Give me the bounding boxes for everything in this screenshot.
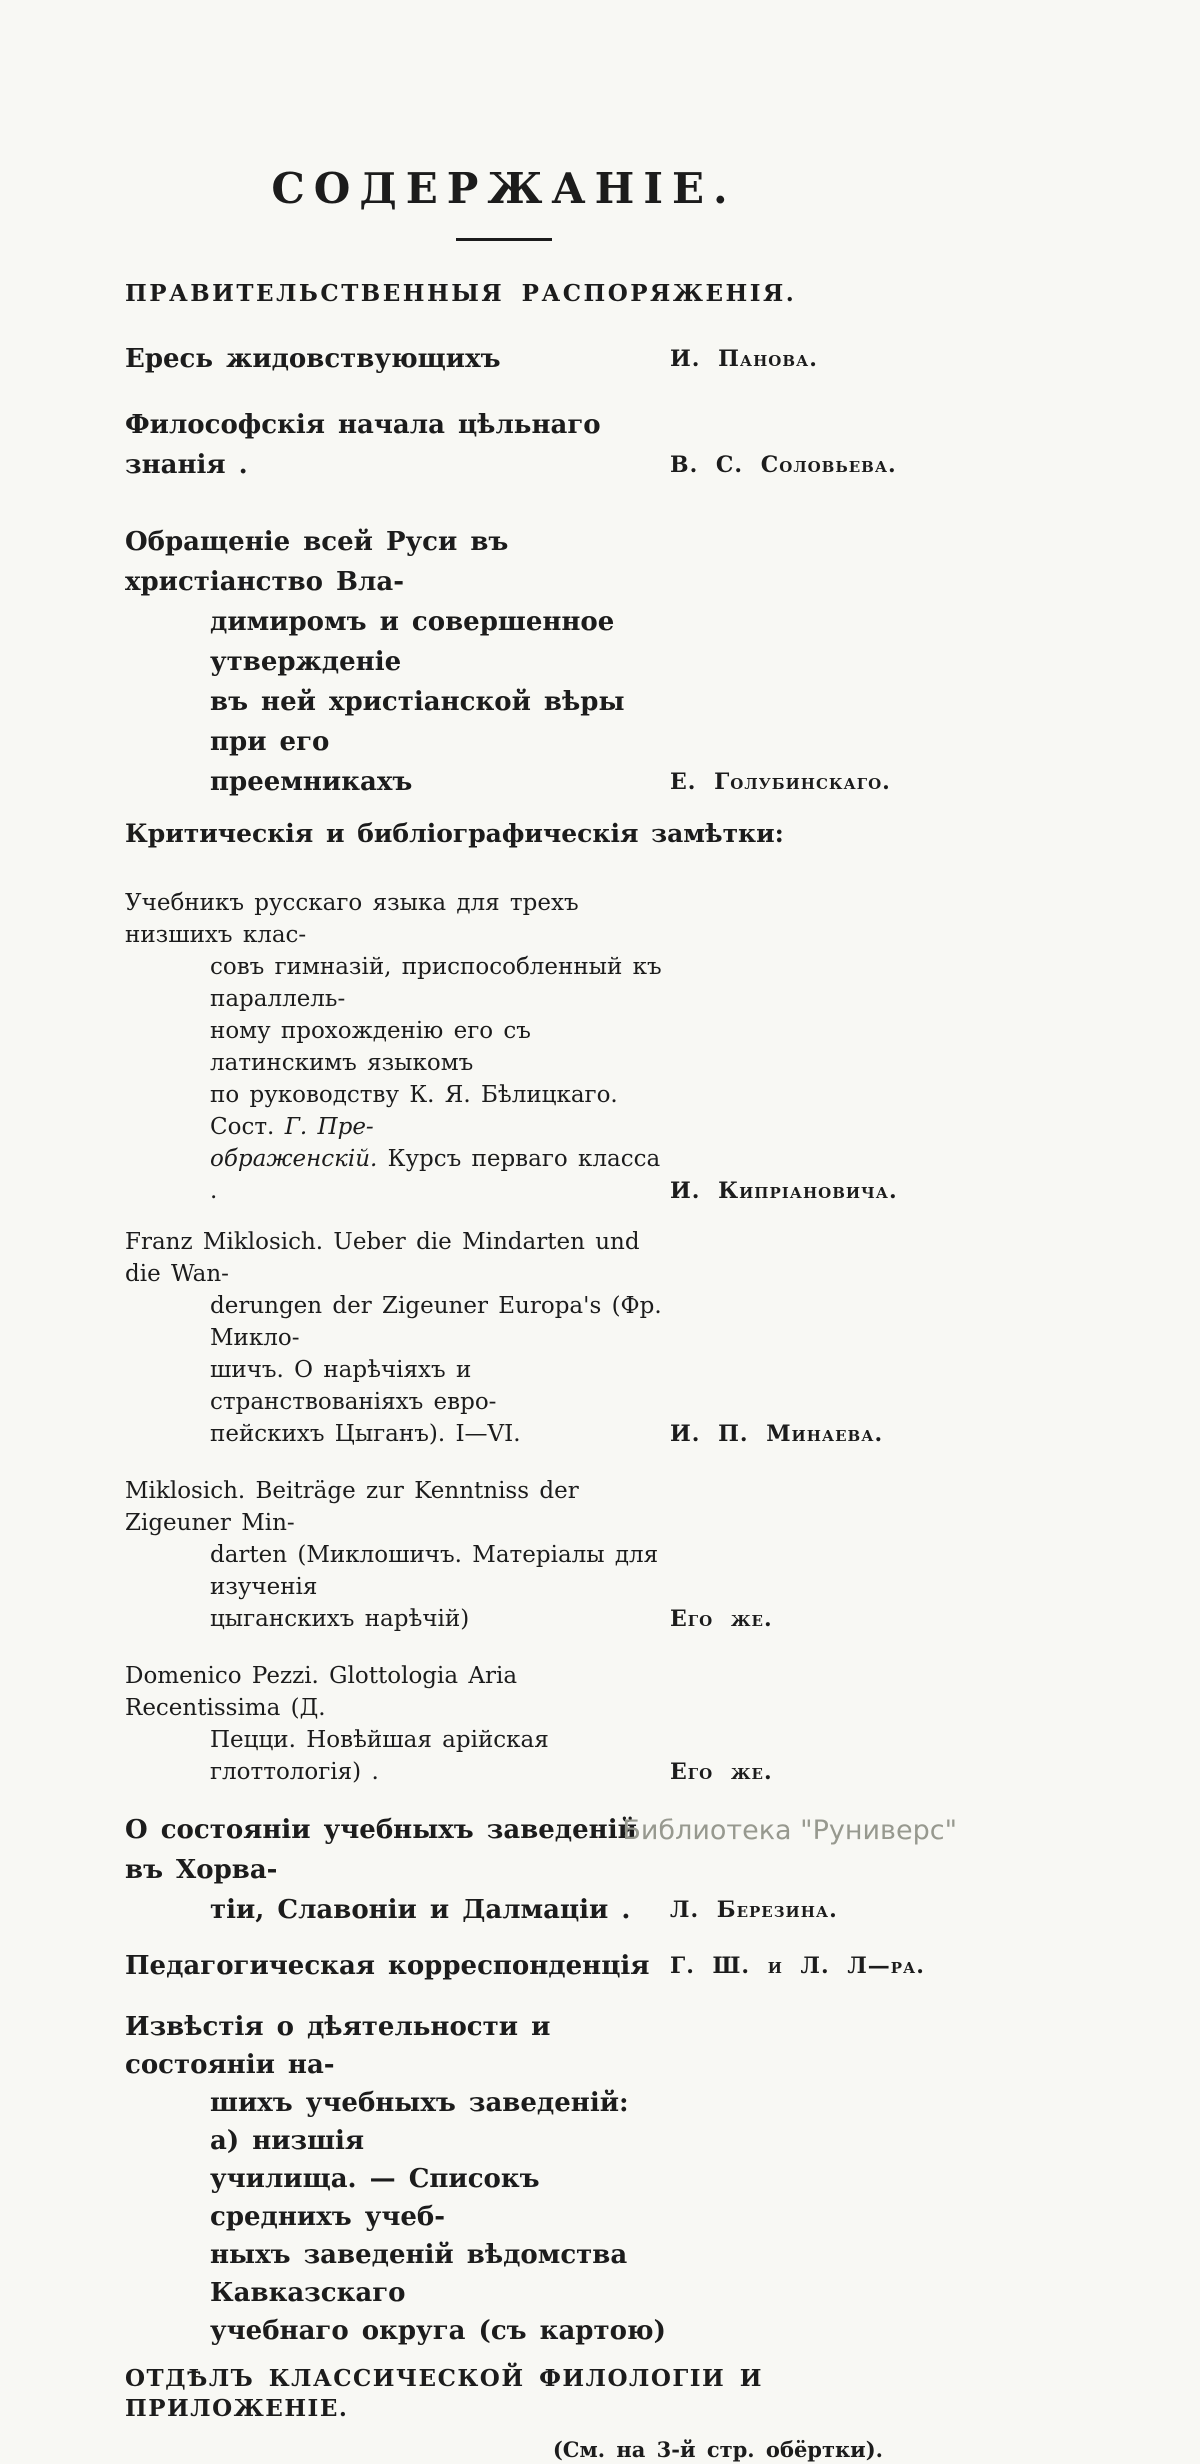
page-title: СОДЕРЖАНІЕ. bbox=[271, 164, 737, 213]
entry-title-line: цыганскихъ нарѣчій) bbox=[210, 1606, 470, 1632]
entry-title-line: учебнаго округа (съ картою) bbox=[210, 2316, 666, 2346]
entry-title bbox=[125, 2008, 670, 2350]
section-heading-government: ПРАВИТЕЛЬСТВЕННЫЯ РАСПОРЯЖЕНІЯ. bbox=[125, 280, 797, 307]
entry-title-line: derungen der Zigeuner Europa's (Фр. Микло- bbox=[210, 1293, 662, 1351]
entry-title-line bbox=[125, 1143, 670, 1207]
entry-title-line: совъ гимназій, приспособленный къ параллель- bbox=[210, 954, 662, 1012]
entry-title bbox=[125, 1660, 670, 1788]
entry-title-line: О состояніи учебныхъ заведеній въ Хорва- bbox=[125, 1815, 637, 1885]
section-heading-critical: Критическія и библіографическія замѣтки: bbox=[125, 819, 784, 848]
line-text: по руководству К. Я. Бѣлицкаго. Сост. bbox=[210, 1082, 618, 1140]
line-text-italic: Г. Пре- bbox=[284, 1114, 374, 1140]
entry-title-line: ному прохожденію его съ латинскимъ языкомъ bbox=[210, 1018, 531, 1076]
entry-title-line: училища. — Списокъ среднихъ учеб- bbox=[210, 2164, 540, 2232]
entry-author: И. П. Минаева. bbox=[670, 1421, 884, 1447]
entry-title-line: ныхъ заведеній вѣдомства Кавказскаго bbox=[210, 2240, 628, 2308]
entry-title-line bbox=[125, 1079, 670, 1143]
entry-title-line: Философскія начала цѣльнаго знанія . bbox=[125, 410, 601, 480]
entry-title-line: шихъ учебныхъ заведеній: а) низшія bbox=[210, 2088, 629, 2156]
entry-title-line: Извѣстія о дѣятельности и состояніи на- bbox=[125, 2012, 551, 2080]
toc-entry-izvestia bbox=[125, 2008, 883, 2350]
entry-title bbox=[125, 1946, 670, 1986]
entry-author: Его же. bbox=[670, 1606, 773, 1632]
entry-title bbox=[125, 1810, 670, 1930]
library-watermark: Библиотека "Руниверс" bbox=[622, 1815, 957, 1846]
entry-title bbox=[125, 522, 670, 802]
cover-page-note: (См. на 3-й стр. обёртки). bbox=[552, 2437, 883, 2462]
toc-entry-miklosich-beitraege bbox=[125, 1475, 883, 1635]
entry-title-line: тіи, Славоніи и Далмаціи . bbox=[210, 1895, 631, 1925]
toc-entry-textbook bbox=[125, 887, 898, 1207]
entry-title-line: шичъ. О нарѣчіяхъ и странствованіяхъ евро- bbox=[210, 1357, 497, 1415]
entry-title bbox=[125, 1226, 670, 1450]
entry-author: Е. Голубинскаго. bbox=[670, 769, 891, 795]
entry-title bbox=[125, 339, 670, 379]
entry-title-line: въ ней христіанской вѣры при его bbox=[210, 687, 625, 757]
entry-title-line: Ересь жидовствующихъ bbox=[125, 344, 501, 374]
toc-entry-heresy bbox=[125, 339, 883, 379]
entry-title bbox=[125, 405, 670, 485]
line-text: Курсъ перваго класса . bbox=[210, 1146, 661, 1204]
page-content bbox=[125, 0, 925, 2464]
entry-title-line: Педагогическая корреспонденція bbox=[125, 1951, 650, 1981]
entry-title-line: darten (Миклошичъ. Матеріалы для изученія bbox=[210, 1542, 659, 1600]
toc-entry-miklosich-mundarten bbox=[125, 1226, 883, 1450]
entry-title-line: димиромъ и совершенное утвержденіе bbox=[210, 607, 615, 677]
entry-title-line: Domenico Pezzi. Glottologia Aria Recentissima (Д. bbox=[125, 1663, 518, 1721]
section-heading-classical-philology: ОТДѢЛЪ КЛАССИЧЕСКОЙ ФИЛОЛОГІИ И ПРИЛОЖЕНІЕ. bbox=[125, 2365, 763, 2422]
entry-author: Г. Ш. и Л. Л—ра. bbox=[670, 1953, 925, 1979]
entry-author: В. С. Соловьева. bbox=[670, 452, 897, 478]
entry-title-line: Обращеніе всей Руси въ христіанство Вла- bbox=[125, 527, 509, 597]
entry-title-line: Miklosich. Beiträge zur Kenntniss der Zigeuner Min- bbox=[125, 1478, 579, 1536]
line-text-italic: ображенскій. bbox=[210, 1146, 378, 1172]
toc-entry-pedagogical bbox=[125, 1946, 925, 1986]
entry-title-line: Пецци. Новѣйшая арійская глоттологія) . bbox=[210, 1727, 549, 1785]
title-divider bbox=[456, 238, 552, 241]
entry-author: И. Панова. bbox=[670, 346, 818, 372]
entry-title bbox=[125, 1475, 670, 1635]
entry-title-line: пейскихъ Цыганъ). I—VI. bbox=[210, 1421, 521, 1447]
toc-entry-pezzi bbox=[125, 1660, 883, 1788]
toc-entry-conversion bbox=[125, 522, 891, 802]
entry-title-line: Franz Miklosich. Ueber die Mindarten und die Wan- bbox=[125, 1229, 640, 1287]
entry-title-line: преемникахъ bbox=[210, 767, 413, 797]
entry-author: Его же. bbox=[670, 1759, 773, 1785]
entry-author: Л. Березина. bbox=[670, 1897, 838, 1923]
entry-title bbox=[125, 887, 670, 1207]
toc-entry-philosophy bbox=[125, 405, 897, 485]
entry-title-line: Учебникъ русскаго языка для трехъ низшихъ клас- bbox=[125, 890, 579, 948]
entry-author: И. Кипріановича. bbox=[670, 1178, 898, 1204]
